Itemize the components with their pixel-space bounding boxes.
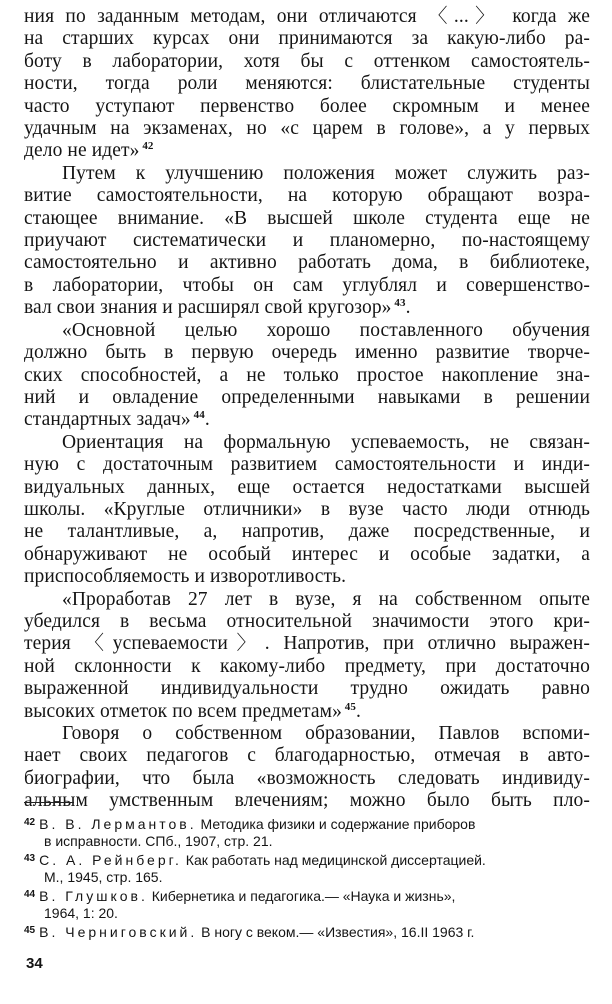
footnote-author: В. Глушков. [39,888,148,904]
footnote-author: В. Черниговский. [39,924,198,940]
text-line: ную с достаточным развитием самостоятельности и инди- [24,454,590,476]
footnote: $^{44}$ В. Глушков. Кибернетика и педагогика.— «Наука и жизнь», 1964, 1: 20. [24,888,456,921]
paragraph [24,6,590,163]
text-line: ния по заданным методам, они отличаются 〈...〉 когда же [24,6,590,27]
footnote-ref: 43 [391,297,406,310]
text-line: Говоря о собственном образовании, Павлов вспоми- [62,723,590,744]
footnote-ref: 45 [341,700,357,713]
text-line: дело не идет» $^{42}$ [24,140,154,162]
paragraph [24,589,590,723]
text-line: приспособляемость и изворотливость. [24,566,347,588]
text-line: нает своих педагогов с благодарностью, отмечая в авто- [24,745,590,767]
paragraph [24,723,590,813]
text-line: ности, тогда роли меняются: блистательные студенты [24,73,590,95]
footnote-author: С. А. Рейнберг. [39,852,182,868]
main-text [24,6,590,813]
text-line: альным умственным влечениям; можно было быть пло- [24,790,590,812]
footnote-number: 45 [24,925,36,936]
text-line: ских способностей, а не только простое накопление зна- [24,364,590,386]
footnote: $^{43}$ С. А. Рейнберг. Как работать над медицинской диссертацией. М., 1945, стр. 165. [24,852,486,885]
text-line: видуальных данных, еще остается недостатками высшей [24,476,590,498]
text-line: не талантливые, а, напротив, даже посредственные, и [24,521,590,543]
footnotes [24,814,590,941]
page-number: 34 [26,955,43,972]
footnote-number: 43 [24,853,36,864]
text-line: терия 〈успеваемости〉. Напротив, при отлично выражен- [24,633,590,655]
footnote-number: 42 [24,817,36,828]
footnote-divider [24,802,74,803]
paragraph [24,320,590,432]
text-line: убедился в весьма относительной значимости этого кри- [24,610,590,632]
footnote: $^{45}$ В. Черниговский. В ногу с веком.— «Известия», 16.II 1963 г. [24,924,475,940]
text-line: обнаруживают не особый интерес и особые задатки, а [24,543,590,565]
text-line: школы. «Круглые отличники» в вузе часто люди отнюдь [24,498,590,520]
text-line: в лаборатории, чтобы он сам углублял и совершенство- [24,274,590,296]
text-line: стандартных задач» $^{44}$. [24,409,210,431]
paragraph [24,432,590,589]
text-line: на старших курсах они принимаются за какую-либо ра- [24,28,590,50]
footnote-ref: 42 [139,140,154,153]
text-line: «Проработав 27 лет в вузе, я на собственном опыте [62,588,590,610]
text-line: ной склонности к какому-либо предмету, при достаточно [24,655,590,677]
footnote-ref: 44 [190,409,205,422]
text-line: витие самостоятельности, на которую обращают возра- [24,185,590,207]
text-line: биографии, что была «возможность следовать индивиду- [24,767,590,789]
text-line: должно быть в первую очередь именно развитие творче- [24,342,590,364]
text-line: выраженной индивидуальности трудно ожидать равно [24,678,590,700]
footnote-number: 44 [24,889,36,900]
footnote-author: В. В. Лермантов. [39,816,197,832]
text-line: вал свои знания и расширял свой кругозор» $^{43}$. [24,297,411,319]
text-line: высоких отметок по всем предметам» $^{45}$. [24,700,361,722]
text-line: самостоятельно и активно работать дома, в библиотеке, [24,252,590,274]
text-line: стающее внимание. «В высшей школе студента еще не [24,207,590,229]
text-line: Ориентация на формальную успеваемость, не связан- [62,431,590,453]
text-line: часто уступают первенство более скромным и менее [24,95,590,117]
footnote: $^{42}$ В. В. Лермантов. Методика физики и содержание приборов в исправности. СПб., 1907, стр. 21. [24,816,476,849]
text-line: боту в лаборатории, хотя бы с оттенком самостоятель- [24,50,590,72]
paragraph [24,163,590,320]
text-line: удачным на экзаменах, но «с царем в голове», а у первых [24,118,590,140]
text-line: Путем к улучшению положения может служить раз- [62,162,590,184]
text-line: «Основной целью хорошо поставленного обучения [62,319,590,341]
text-line: приучают систематически и планомерно, по-настоящему [24,230,590,252]
text-line: ний и овладение определенными навыками в решении [24,386,590,408]
